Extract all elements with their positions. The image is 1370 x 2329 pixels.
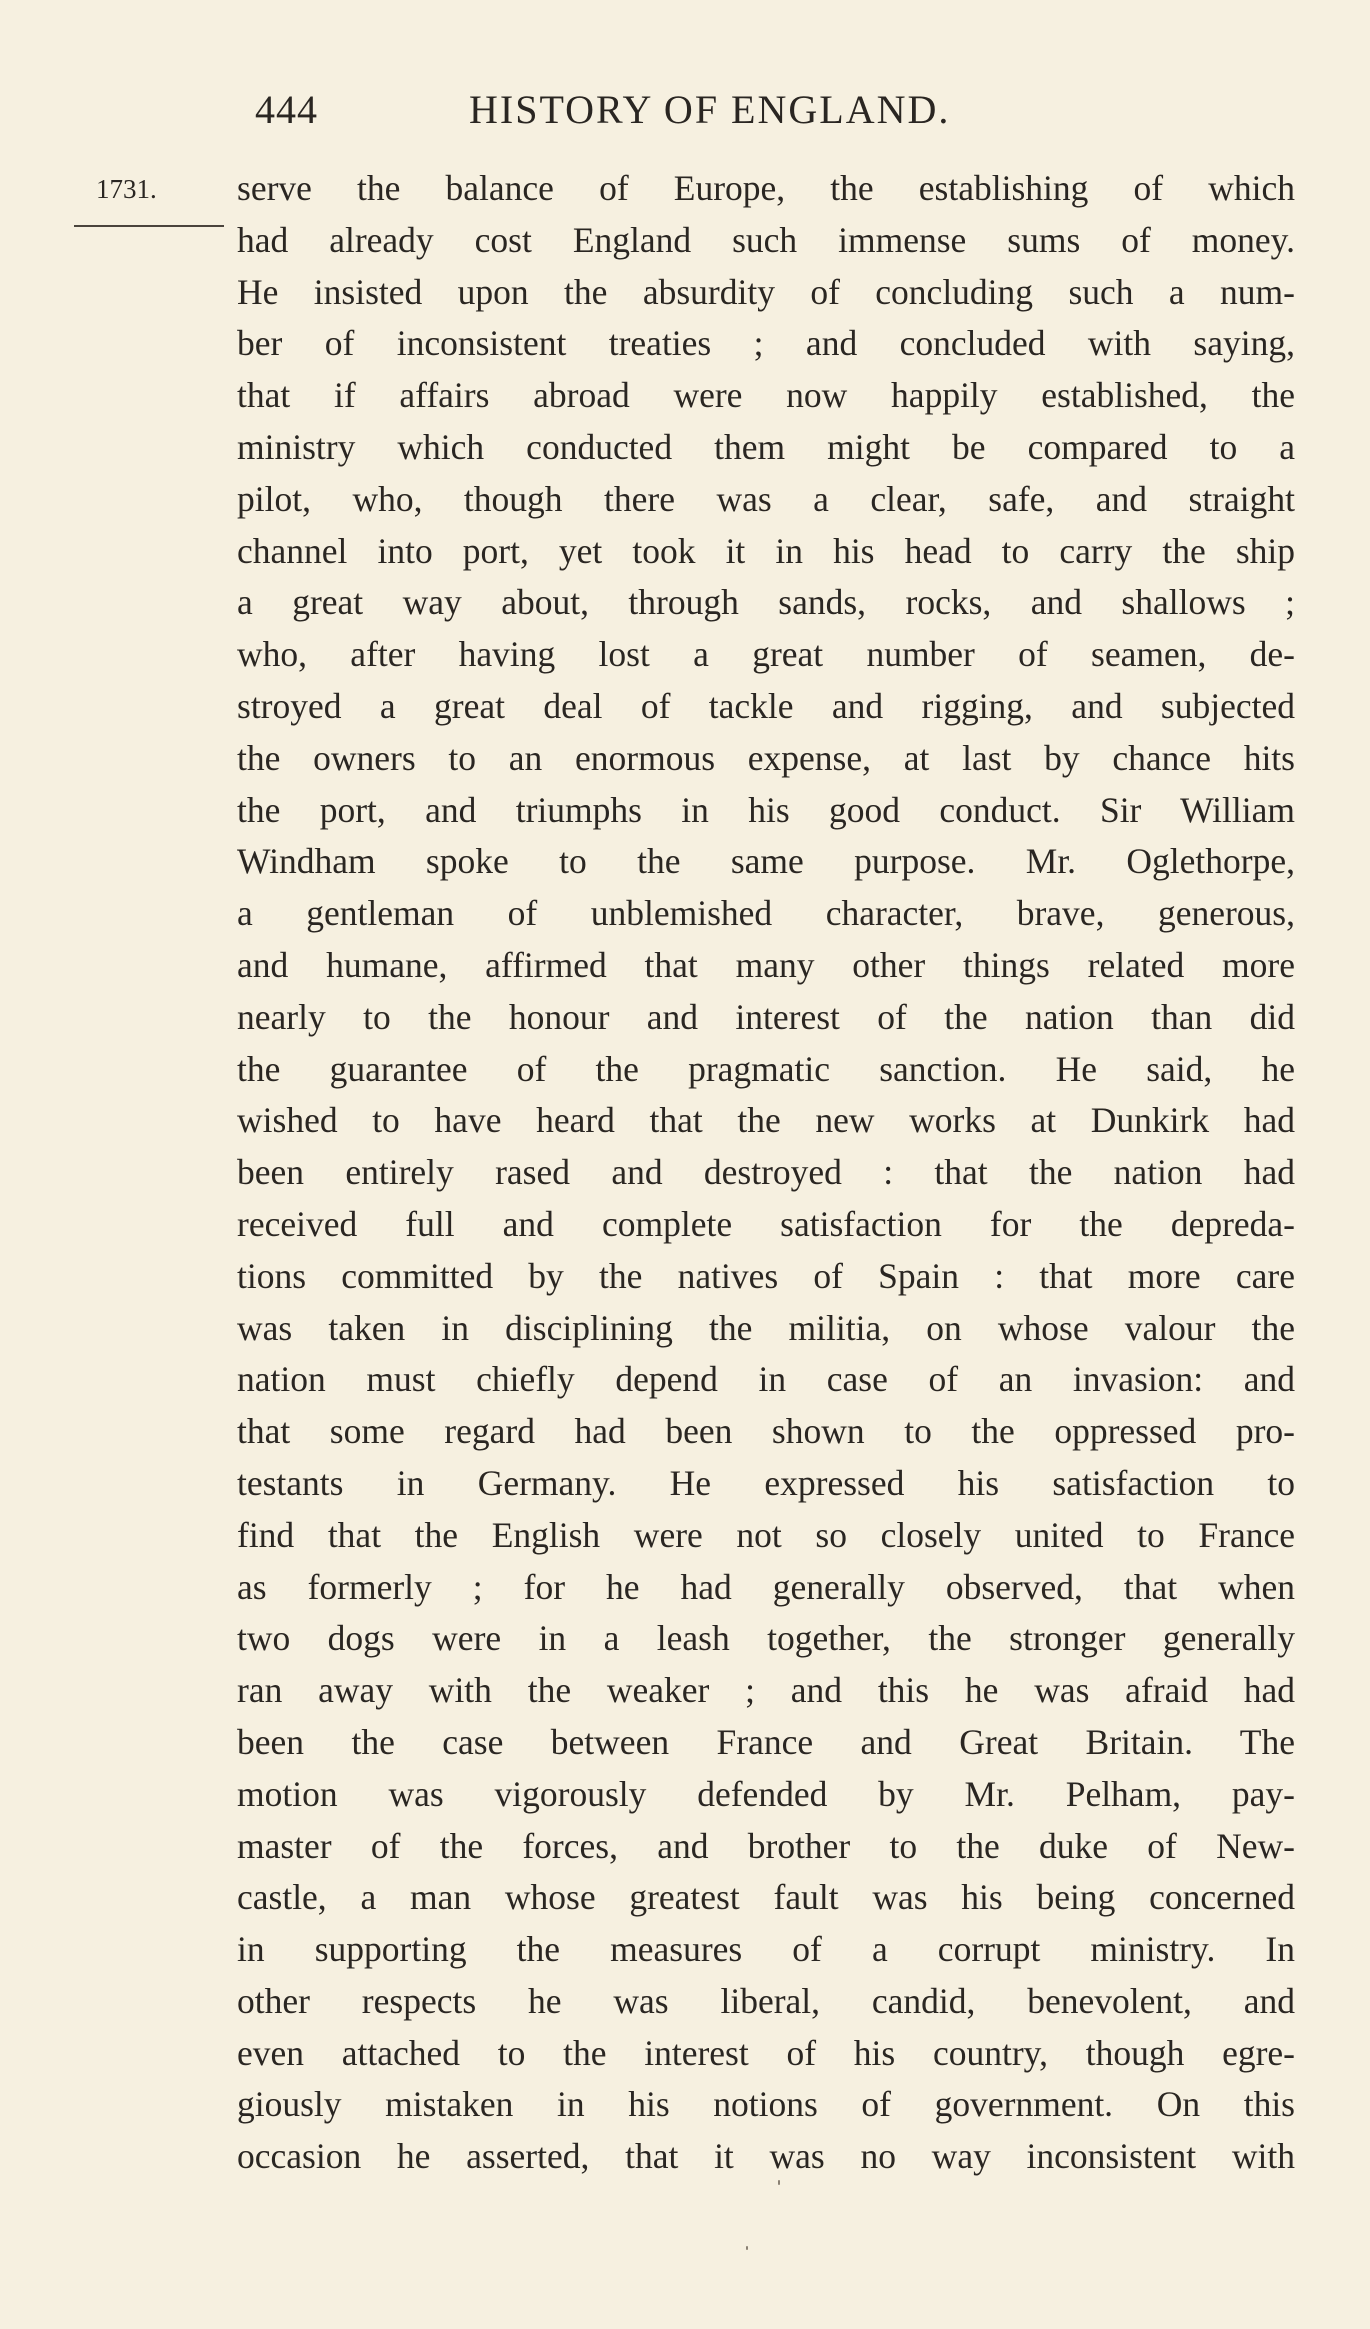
text-line: He insisted upon the absurdity of concluding such a num- bbox=[237, 271, 1295, 312]
text-line: wished to have heard that the new works at Dunkirk had bbox=[237, 1100, 1295, 1141]
text-line: stroyed a great deal of tackle and rigging, and subjected bbox=[237, 685, 1295, 726]
text-line: been entirely rased and destroyed : that the nation had bbox=[237, 1152, 1295, 1193]
text-line: the guarantee of the pragmatic sanction. He said, he bbox=[237, 1048, 1295, 1089]
text-line: received full and complete satisfaction for the depreda- bbox=[237, 1203, 1295, 1244]
text-line: channel into port, yet took it in his head to carry the ship bbox=[237, 530, 1295, 571]
text-line: a great way about, through sands, rocks, and shallows ; bbox=[237, 582, 1295, 623]
text-line: as formerly ; for he had generally observed, that when bbox=[237, 1566, 1295, 1607]
text-line: ministry which conducted them might be compared to a bbox=[237, 426, 1295, 467]
text-line: ber of inconsistent treaties ; and concluded with saying, bbox=[237, 323, 1295, 364]
text-line: testants in Germany. He expressed his satisfaction to bbox=[237, 1462, 1295, 1503]
text-line: Windham spoke to the same purpose. Mr. Oglethorpe, bbox=[237, 841, 1295, 882]
text-line: occasion he asserted, that it was no way inconsistent with bbox=[237, 2136, 1295, 2177]
text-line: master of the forces, and brother to the duke of New- bbox=[237, 1825, 1295, 1866]
text-line: the port, and triumphs in his good conduct. Sir William bbox=[237, 789, 1295, 830]
text-line: nation must chiefly depend in case of an invasion: and bbox=[237, 1359, 1295, 1400]
text-line: nearly to the honour and interest of the nation than did bbox=[237, 996, 1295, 1037]
text-line: that if affairs abroad were now happily established, the bbox=[237, 375, 1295, 416]
text-line: motion was vigorously defended by Mr. Pelham, pay- bbox=[237, 1773, 1295, 1814]
text-line: find that the English were not so closely united to France bbox=[237, 1514, 1295, 1555]
text-line: in supporting the measures of a corrupt ministry. In bbox=[237, 1929, 1295, 1970]
text-line: the owners to an enormous expense, at last by chance hits bbox=[237, 737, 1295, 778]
text-line: even attached to the interest of his country, though egre- bbox=[237, 2032, 1295, 2073]
text-line: who, after having lost a great number of seamen, de- bbox=[237, 634, 1295, 675]
paper-speck bbox=[746, 2246, 748, 2250]
text-line: and humane, affirmed that many other things related more bbox=[237, 944, 1295, 985]
text-line: other respects he was liberal, candid, benevolent, and bbox=[237, 1980, 1295, 2021]
text-line: a gentleman of unblemished character, brave, generous, bbox=[237, 893, 1295, 934]
margin-rule bbox=[74, 225, 224, 227]
page-number: 444 bbox=[255, 87, 318, 132]
page-header bbox=[237, 80, 1295, 140]
text-line: was taken in disciplining the militia, on whose valour the bbox=[237, 1307, 1295, 1348]
body-text bbox=[237, 163, 1295, 2183]
text-line: ran away with the weaker ; and this he was afraid had bbox=[237, 1670, 1295, 1711]
text-line: had already cost England such immense sums of money. bbox=[237, 219, 1295, 260]
text-line: been the case between France and Great Britain. The bbox=[237, 1721, 1295, 1762]
text-line: pilot, who, though there was a clear, safe, and straight bbox=[237, 478, 1295, 519]
text-line: two dogs were in a leash together, the stronger generally bbox=[237, 1618, 1295, 1659]
text-line: tions committed by the natives of Spain : that more care bbox=[237, 1255, 1295, 1296]
text-line: castle, a man whose greatest fault was his being concerned bbox=[237, 1877, 1295, 1918]
text-line: serve the balance of Europe, the establishing of which bbox=[237, 168, 1295, 208]
paper-speck bbox=[778, 2180, 780, 2185]
text-line: giously mistaken in his notions of government. On this bbox=[237, 2084, 1295, 2125]
text-line: that some regard had been shown to the oppressed pro- bbox=[237, 1411, 1295, 1452]
running-title: HISTORY OF ENGLAND. bbox=[469, 87, 951, 132]
margin-year-note: 1731. bbox=[96, 174, 157, 204]
